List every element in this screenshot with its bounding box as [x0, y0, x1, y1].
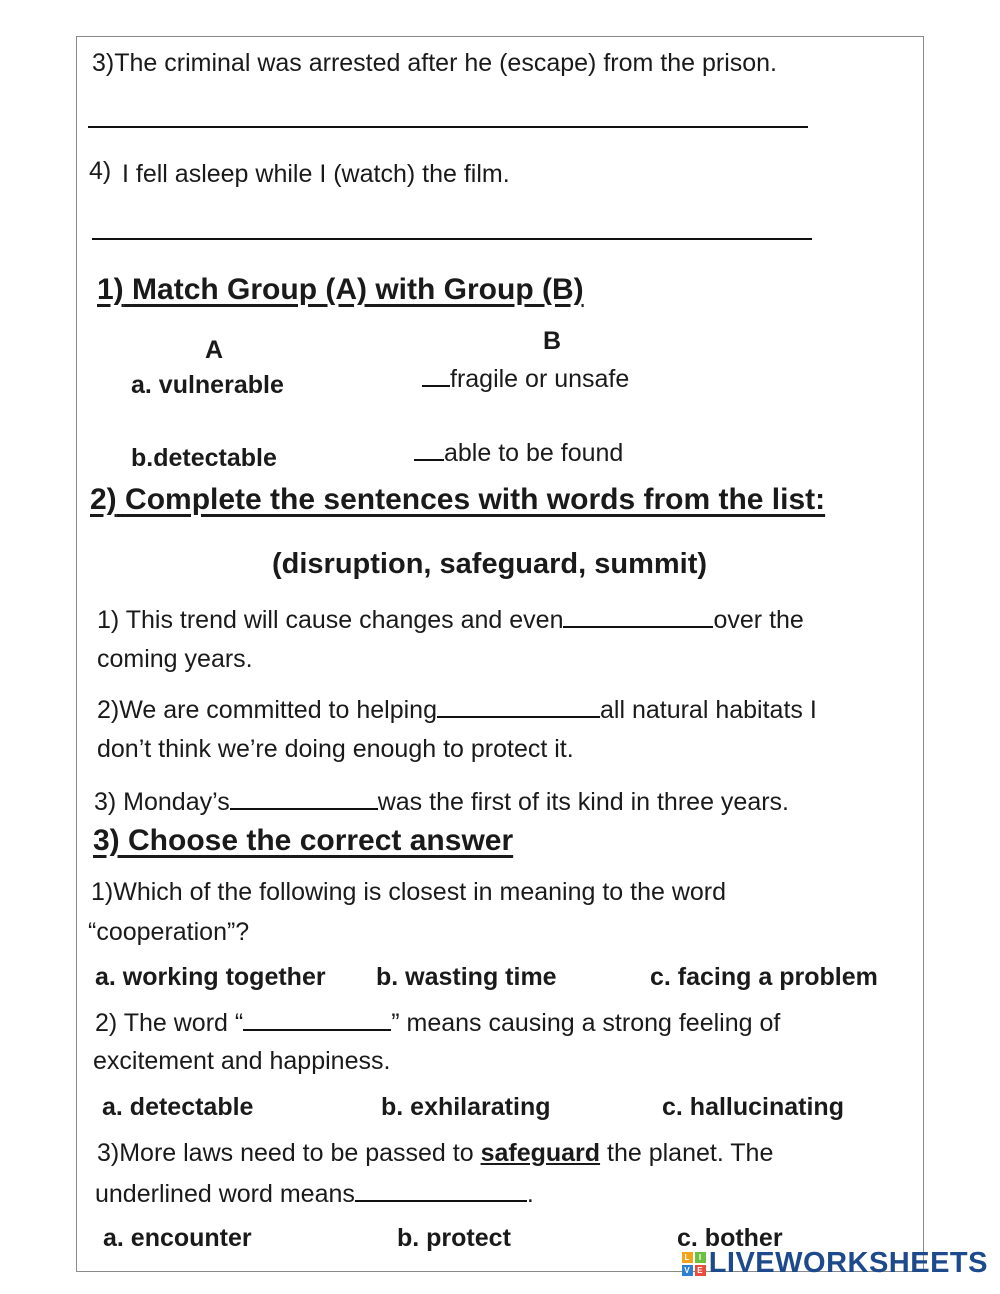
section3-heading: 3) Choose the correct answer: [93, 824, 514, 857]
mcq-2-line-1: [95, 1007, 780, 1038]
section2-number: 2): [90, 483, 117, 516]
mcq-2-end: ” means causing a strong feeling of: [391, 1009, 781, 1037]
section2-title: Complete the sentences with words from the list:: [125, 483, 826, 516]
sentence-3-blank[interactable]: [230, 786, 378, 810]
sentence-1-end: over the: [713, 606, 804, 634]
mcq-1-line-1: 1)Which of the following is closest in meaning to the word: [91, 878, 727, 906]
sentence-3-start: 3) Monday’s: [94, 788, 230, 816]
word-list: (disruption, safeguard, summit): [272, 548, 708, 580]
sentence-1: [97, 604, 804, 635]
sentence-3-end: was the first of its kind in three years.: [377, 788, 789, 816]
exercise-q4-number: 4): [89, 157, 112, 185]
match-b-text-2: able to be found: [444, 439, 624, 467]
match-blank-2[interactable]: [414, 437, 444, 461]
sentence-1-continued: coming years.: [97, 645, 253, 673]
mcq-1-option-b[interactable]: b. wasting time: [376, 963, 557, 991]
sentence-2-blank[interactable]: [437, 694, 600, 718]
liveworksheets-text: LIVEWORKSHEETS: [708, 1247, 988, 1279]
mcq-3-line-2-end: .: [526, 1180, 534, 1208]
sentence-1-blank[interactable]: [563, 604, 713, 628]
mcq-2-option-c[interactable]: c. hallucinating: [662, 1093, 844, 1121]
sentence-2-start: 2)We are committed to helping: [97, 696, 437, 724]
sentence-2-end: all natural habitats I: [599, 696, 817, 724]
section1-number: 1): [97, 273, 124, 306]
mcq-2-line-2: excitement and happiness.: [93, 1047, 391, 1075]
mcq-3-end: the planet. The: [607, 1139, 774, 1167]
mcq-3-line-2-start: underlined word means: [95, 1180, 355, 1208]
mcq-3-blank[interactable]: [355, 1178, 527, 1202]
mcq-3-option-b[interactable]: b. protect: [397, 1224, 511, 1252]
sentence-2: [97, 694, 817, 725]
section1-heading: [97, 272, 584, 308]
sentence-3: [94, 786, 789, 817]
mcq-3-line-1: [97, 1138, 773, 1168]
group-a-label: A: [205, 336, 224, 364]
mcq-2-start: 2) The word “: [95, 1009, 244, 1037]
section1-title: Match Group (A) with Group (B): [132, 273, 584, 306]
mcq-2-option-b[interactable]: b. exhilarating: [381, 1093, 551, 1121]
mcq-1-line-2: “cooperation”?: [88, 918, 250, 946]
mcq-1-option-c[interactable]: c. facing a problem: [650, 963, 878, 991]
exercise-q4: I fell asleep while I (watch) the film.: [122, 160, 510, 188]
match-b-item-1: [422, 363, 629, 394]
logo-tile-l: L: [682, 1252, 693, 1263]
liveworksheets-logo: [682, 1247, 988, 1280]
mcq-3-start: 3)More laws need to be passed to: [97, 1139, 474, 1167]
answer-line-q3[interactable]: [88, 126, 808, 128]
mcq-3-option-c[interactable]: c. bother: [677, 1224, 783, 1252]
answer-line-q4[interactable]: [92, 238, 812, 240]
exercise-q3: 3)The criminal was arrested after he (escape) from the prison.: [92, 49, 777, 77]
mcq-2-option-a[interactable]: a. detectable: [102, 1093, 254, 1121]
match-blank-1[interactable]: [422, 363, 450, 387]
mcq-1-option-a[interactable]: a. working together: [95, 963, 326, 991]
match-a-item-1: a. vulnerable: [131, 371, 284, 399]
sentence-2-continued: don’t think we’re doing enough to protect it.: [97, 735, 574, 763]
liveworksheets-mark-icon: [682, 1252, 706, 1276]
sentence-1-start: 1) This trend will cause changes and even: [97, 606, 564, 634]
logo-tile-i: I: [695, 1252, 706, 1263]
logo-tile-e: E: [695, 1265, 706, 1276]
match-a-item-2: b.detectable: [131, 444, 277, 472]
mcq-3-option-a[interactable]: a. encounter: [103, 1224, 252, 1252]
logo-tile-v: V: [682, 1265, 693, 1276]
mcq-2-blank[interactable]: [243, 1007, 391, 1031]
match-b-text-1: fragile or unsafe: [450, 365, 630, 393]
section2-heading: [90, 482, 825, 518]
mcq-3-line-2: [95, 1178, 534, 1209]
match-b-item-2: [414, 437, 623, 468]
group-b-label: B: [543, 327, 562, 355]
mcq-3-underlined-word: safeguard: [480, 1139, 601, 1167]
